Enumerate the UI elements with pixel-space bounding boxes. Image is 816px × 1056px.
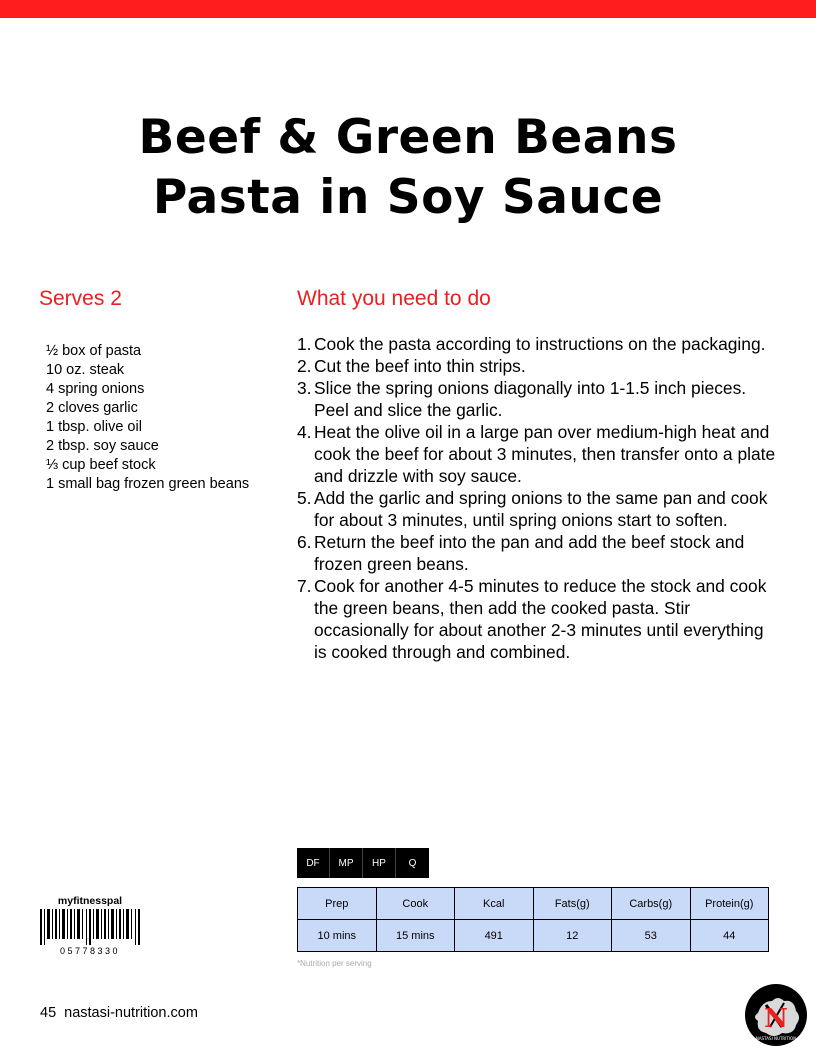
step-text: Cook for another 4-5 minutes to reduce the stock and cook the green beans, then add the cooked pasta. Stir occasionally for about another 2-3 minutes until everything is cooked through and combined. [314,576,767,662]
recipe-title-line-2: Pasta in Soy Sauce [152,170,664,225]
step-number: 3. [297,378,312,398]
nutrition-value-row [298,920,769,952]
page-footer [40,1005,198,1021]
ingredient-item: ½ box of pasta [46,343,142,359]
instruction-steps [297,333,777,663]
ingredient-item: 4 spring onions [46,381,145,397]
step-number: 7. [297,576,312,596]
diet-tag-q: Q [396,848,429,878]
step-number: 2. [297,356,312,376]
ingredient-list [46,342,249,494]
nutrition-header-cell: Carbs(g) [612,888,691,920]
nutrition-value-cell: 10 mins [298,920,377,952]
step-text: Add the garlic and spring onions to the same pan and cook for about 3 minutes, until spring onions start to soften. [314,488,768,530]
recipe-title [0,108,816,228]
nutrition-header-cell: Prep [298,888,377,920]
nutrition-value-cell: 491 [455,920,534,952]
diet-tag-hp: HP [363,848,396,878]
step-item [297,377,777,421]
nutrition-header-cell: Cook [376,888,455,920]
steps-heading: What you need to do [297,287,491,310]
nutrition-table [297,887,769,952]
diet-tag-df: DF [297,848,330,878]
step-text: Cook the pasta according to instructions on the packaging. [314,334,766,354]
website-link[interactable]: nastasi-nutrition.com [64,1005,198,1021]
recipe-title-line-1: Beef & Green Beans [138,110,678,165]
step-text: Slice the spring onions diagonally into 1-1.5 inch pieces. Peel and slice the garlic. [314,378,747,420]
step-item [297,575,777,663]
nutrition-value-cell: 53 [612,920,691,952]
svg-text:NASTASI NUTRITION: NASTASI NUTRITION [755,1036,797,1041]
ingredient-item: 1 tbsp. olive oil [46,419,142,435]
step-text: Return the beef into the pan and add the beef stock and frozen green beans. [314,532,745,574]
nastasi-nutrition-logo-icon [744,983,808,1047]
step-item [297,355,777,377]
step-number: 4. [297,422,312,442]
nutrition-value-cell: 12 [533,920,612,952]
step-text: Cut the beef into thin strips. [314,356,526,376]
step-text: Heat the olive oil in a large pan over medium-high heat and cook the beef for about 3 minutes, then transfer onto a plate and drizzle with soy sauce. [314,422,776,486]
diet-tags [297,848,429,878]
barcode-icon [40,909,140,945]
ingredient-item: ⅓ cup beef stock [46,457,156,473]
nutrition-header-cell: Fats(g) [533,888,612,920]
myfitnesspal-barcode-block [38,895,142,956]
step-number: 6. [297,532,312,552]
ingredient-item: 10 oz. steak [46,362,125,378]
nutrition-header-row [298,888,769,920]
diet-tag-mp: MP [330,848,363,878]
ingredient-item: 1 small bag frozen green beans [46,476,250,492]
nutrition-header-cell: Kcal [455,888,534,920]
serves-heading: Serves 2 [39,287,122,310]
nutrition-value-cell: 44 [690,920,769,952]
step-number: 5. [297,488,312,508]
step-item [297,487,777,531]
ingredient-item: 2 tbsp. soy sauce [46,438,159,454]
nutrition-header-cell: Protein(g) [690,888,769,920]
nutrition-value-cell: 15 mins [376,920,455,952]
step-item [297,421,777,487]
top-accent-bar [0,0,816,18]
barcode-number: 05778330 [59,946,121,956]
step-item [297,333,777,355]
svg-text:N: N [764,1004,788,1034]
step-number: 1. [297,334,312,354]
step-item [297,531,777,575]
ingredient-item: 2 cloves garlic [46,400,138,416]
myfitnesspal-label: myfitnesspal [57,895,123,907]
nutrition-note: *Nutrition per serving [297,959,372,968]
page-number: 45 [40,1005,57,1021]
